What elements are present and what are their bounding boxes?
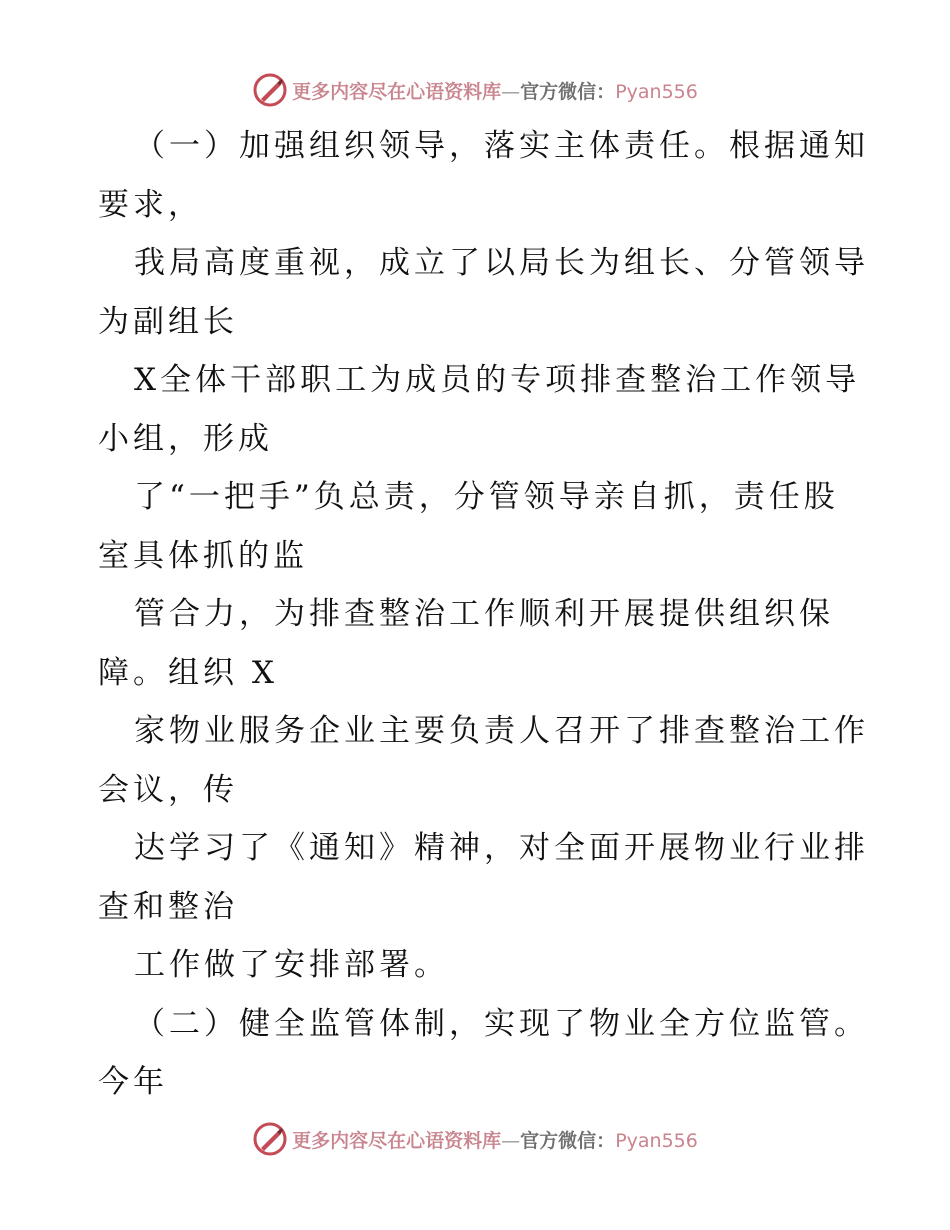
header-watermark-banner <box>0 68 950 112</box>
text-line-13: 达学习了《通知》精神，对全面开展物业行业排 <box>134 830 869 866</box>
banner-separator: — <box>501 1129 521 1152</box>
text-line-2: 要求， <box>98 186 203 223</box>
footer-watermark-banner <box>0 1117 950 1161</box>
banner-text <box>292 1126 698 1153</box>
banner-wechat-id: Pyan556 <box>615 1129 698 1152</box>
text-line-5: X全体干部职工为成员的专项排查整治工作领导 <box>134 362 861 398</box>
banner-wechat-label: 官方微信 <box>520 80 597 103</box>
text-line-4: 为副组长 <box>98 303 238 340</box>
banner-site-name: 更多内容尽在心语资料库 <box>292 80 502 103</box>
document-body <box>98 117 869 1112</box>
text-line-8: 室具体抓的监 <box>98 537 308 574</box>
text-line-10: 障。组织 X <box>98 654 278 691</box>
text-line-11: 家物业服务企业主要负责人召开了排查整治工作 <box>134 713 869 749</box>
text-line-3: 我局高度重视，成立了以局长为组长、分管领导 <box>134 245 869 281</box>
pen-seal-logo-icon <box>252 72 288 108</box>
text-line-14: 查和整治 <box>98 888 238 925</box>
banner-site-name: 更多内容尽在心语资料库 <box>292 1129 502 1152</box>
banner-colon: ： <box>596 80 616 103</box>
banner-colon: ： <box>596 1129 616 1152</box>
text-line-9: 管合力，为排查整治工作顺利开展提供组织保 <box>134 596 834 632</box>
banner-text <box>292 77 698 104</box>
banner-wechat-id: Pyan556 <box>615 80 698 103</box>
text-line-7: 了“一把手”负总责，分管领导亲自抓，责任股 <box>134 479 839 515</box>
banner-separator: — <box>501 80 521 103</box>
pen-seal-logo-icon <box>252 1121 288 1157</box>
text-line-12: 会议，传 <box>98 771 238 808</box>
text-line-15: 工作做了安排部署。 <box>134 947 449 983</box>
text-line-1: （一）加强组织领导，落实主体责任。根据通知 <box>134 128 869 164</box>
text-line-16: （二）健全监管体制，实现了物业全方位监管。 <box>134 1005 869 1042</box>
banner-wechat-label: 官方微信 <box>520 1129 597 1152</box>
text-line-6: 小组，形成 <box>98 420 273 457</box>
text-line-17: 今年 <box>98 1064 168 1100</box>
